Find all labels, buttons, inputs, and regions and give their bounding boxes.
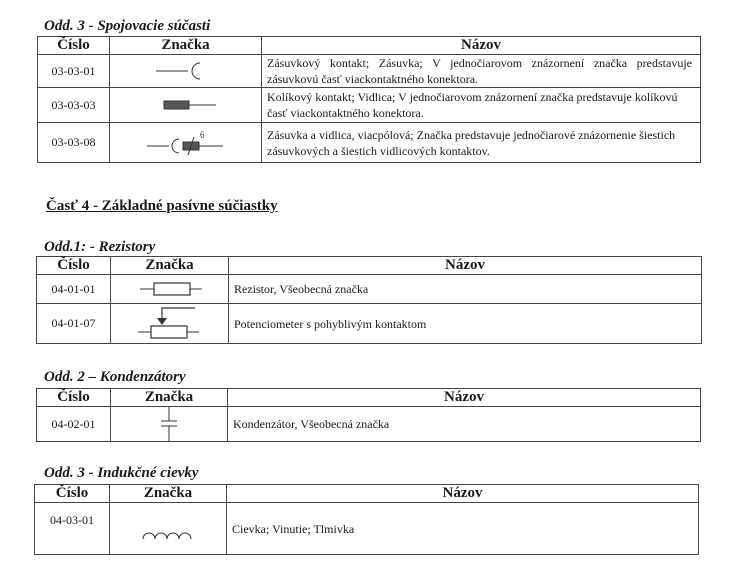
resistor-icon [135, 281, 205, 297]
table-row [37, 275, 702, 304]
row-number: 03-03-08 [38, 123, 110, 163]
header-number: Číslo [35, 485, 110, 503]
inductors-table [34, 484, 699, 555]
potentiometer-icon [135, 306, 205, 342]
table-row [37, 407, 701, 442]
pole-count-label: 6 [199, 129, 204, 140]
table-row [38, 55, 701, 88]
row-symbol [111, 275, 229, 304]
header-symbol: Značka [111, 389, 228, 407]
row-name: Kondenzátor, Všeobecná značka [228, 407, 701, 442]
multipole-plug-socket-icon [141, 129, 231, 157]
section-title-capacitors: Odd. 2 – Kondenzátory [44, 369, 186, 385]
row-name: Rezistor, Všeobecná značka [229, 275, 702, 304]
header-name: Názov [229, 257, 702, 275]
pin-contact-icon [146, 97, 226, 113]
row-symbol [110, 503, 227, 555]
socket-contact-icon [146, 60, 226, 82]
header-name: Názov [262, 37, 701, 55]
table-row [37, 304, 702, 344]
header-symbol: Značka [110, 37, 262, 55]
section-title-connectors: Odd. 3 - Spojovacie súčasti [44, 18, 211, 34]
connectors-table [37, 36, 701, 163]
table-header-row [37, 389, 701, 407]
header-number: Číslo [37, 389, 111, 407]
row-name: Zásuvkový kontakt; Zásuvka; V jednočiarovom znázornení značka predstavuje zásuvkovú časť viackontaktného konektora. [262, 55, 701, 88]
header-number: Číslo [37, 257, 111, 275]
header-number: Číslo [38, 37, 110, 55]
table-header-row [35, 485, 699, 503]
table-row [38, 123, 701, 163]
row-name: Potenciometer s pohyblivým kontaktom [229, 304, 702, 344]
row-name: Cievka; Vinutie; Tlmivka [227, 503, 699, 555]
row-number: 04-01-07 [37, 304, 111, 344]
inductor-icon [138, 526, 198, 542]
section-title-resistors: Odd.1: - Rezistory [44, 239, 156, 255]
row-symbol [110, 123, 262, 163]
row-name: Zásuvka a vidlica, viacpólová; Značka predstavuje jednočiarové znázornenie šiestich zásuvkových a šiestich vidlicových kontaktov. [262, 123, 701, 163]
capacitors-table [36, 388, 701, 442]
row-number: 04-03-01 [35, 503, 110, 555]
section-title-inductors: Odd. 3 - Indukčné cievky [44, 465, 199, 481]
row-number: 03-03-03 [38, 88, 110, 123]
table-row [38, 88, 701, 123]
capacitor-icon [154, 407, 184, 441]
header-name: Názov [228, 389, 701, 407]
header-symbol: Značka [110, 485, 227, 503]
header-name: Názov [227, 485, 699, 503]
row-number: 04-01-01 [37, 275, 111, 304]
row-symbol [110, 88, 262, 123]
row-name: Kolíkový kontakt; Vidlica; V jednočiarovom znázornení značka predstavuje kolíkovú časť viackontaktného konektora. [262, 88, 701, 123]
row-number: 03-03-01 [38, 55, 110, 88]
table-header-row [38, 37, 701, 55]
resistors-table [36, 256, 702, 344]
table-row [35, 503, 699, 555]
row-number: 04-02-01 [37, 407, 111, 442]
header-symbol: Značka [111, 257, 229, 275]
part-title: Časť 4 - Základné pasívne súčiastky [46, 198, 278, 214]
row-symbol [111, 407, 228, 442]
row-symbol [110, 55, 262, 88]
row-symbol [111, 304, 229, 344]
table-header-row [37, 257, 702, 275]
